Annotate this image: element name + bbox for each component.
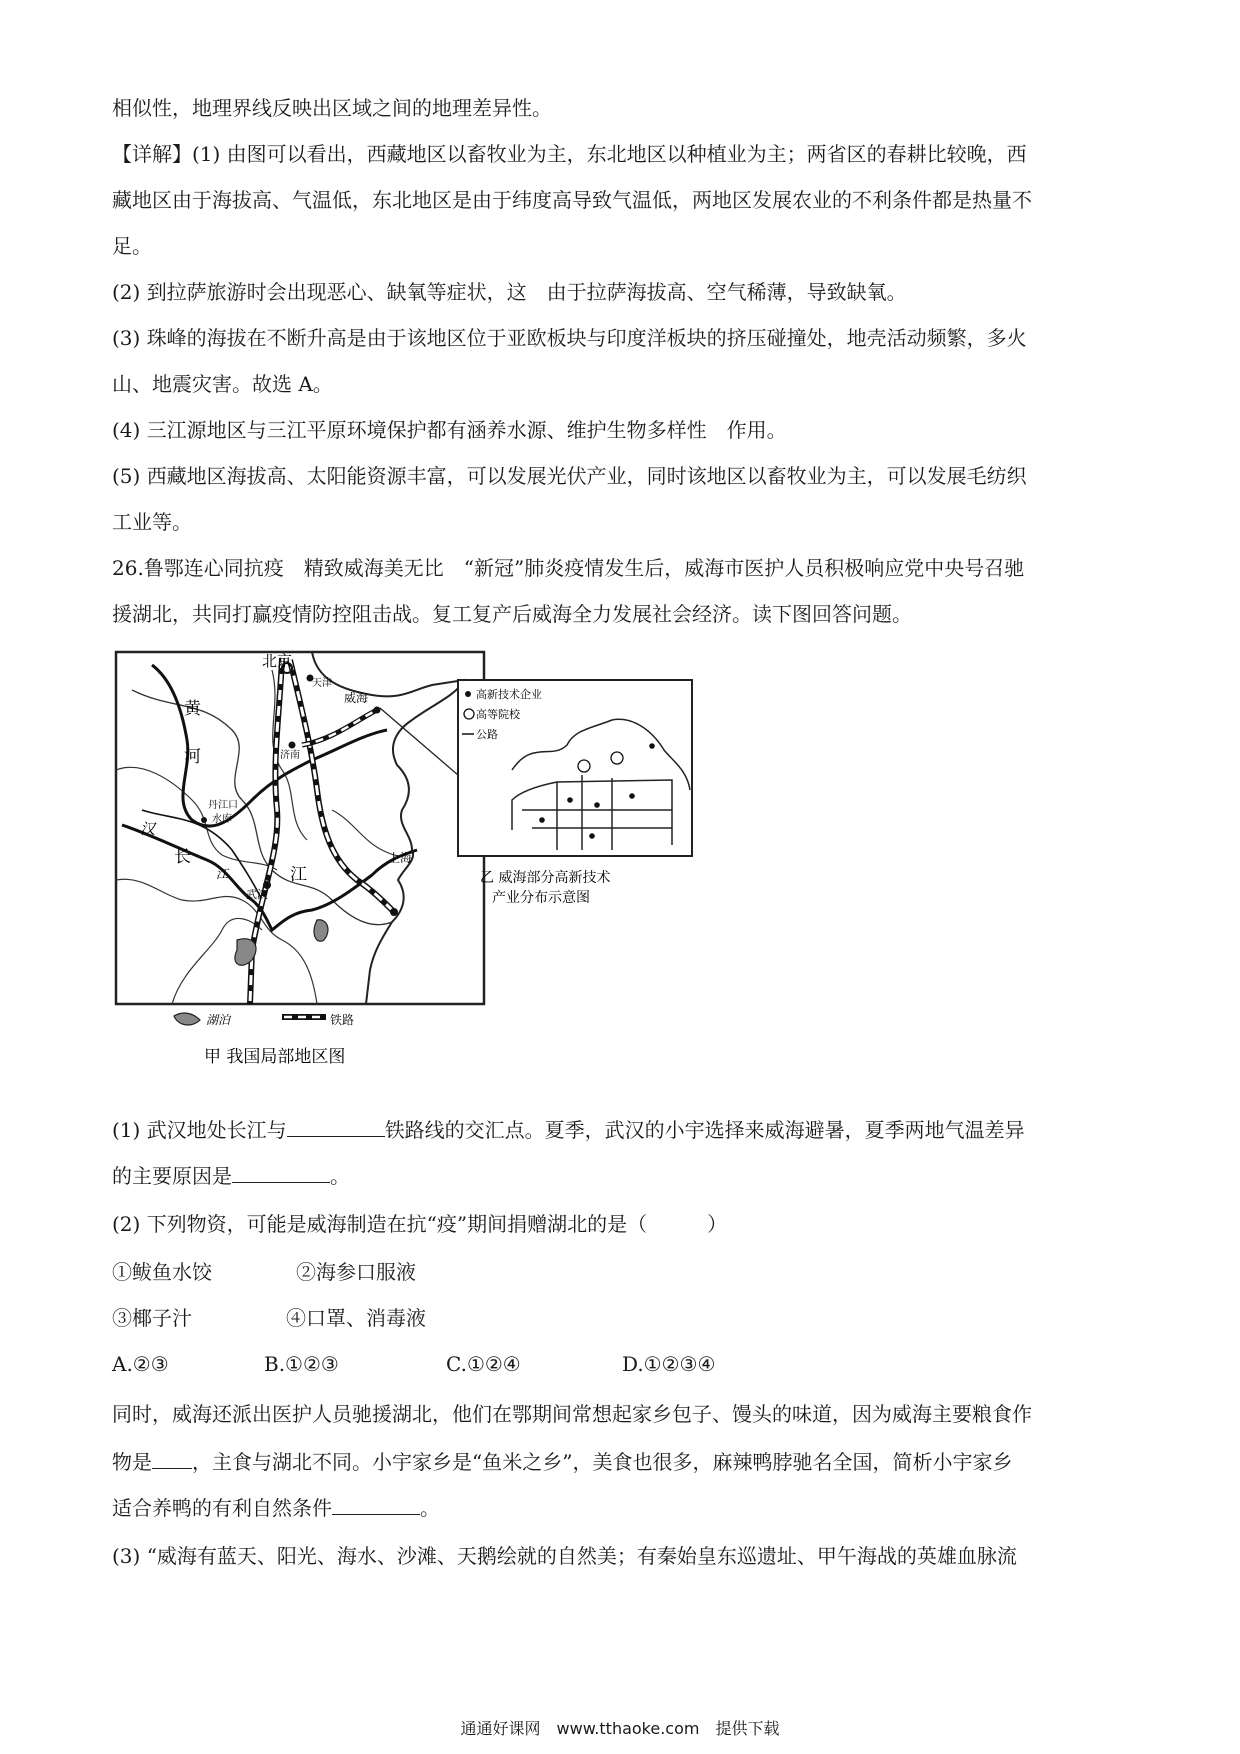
enterprise-marker	[629, 793, 635, 799]
connector-line	[380, 708, 458, 775]
q2-option-b[interactable]: B.①②③	[264, 1352, 339, 1376]
label-reservoir: 水库	[212, 814, 232, 825]
q2-items-row-2	[112, 1306, 426, 1330]
label-he: 河	[184, 747, 201, 767]
q2-item-1: ①鲅鱼水饺	[112, 1260, 212, 1284]
detail-line-2: 藏地区由于海拔高、气温低，东北地区是由于纬度高导致气温低，两地区发展农业的不利条件都是热量不	[112, 188, 1032, 212]
detail-line-3: 足。	[112, 234, 152, 258]
map-yi-caption-line1: 乙 威海部分高新技术	[480, 870, 611, 886]
q2-item-3: ③椰子汁	[112, 1306, 192, 1330]
legend-enterprise-label: 高新技术企业	[476, 688, 542, 701]
q3-line-1: (3) “威海有蓝天、阳光、海水、沙滩、天鹅绘就的自然美；有秦始皇东巡遗址、甲午海战的英雄血脉流	[112, 1544, 1017, 1568]
question-26-line-2: 援湖北，共同打赢疫情防控阻击战。复工复产后威海全力发展社会经济。读下图回答问题。	[112, 602, 912, 626]
q1-blank-reason[interactable]	[232, 1164, 330, 1183]
label-huang: 黄	[184, 699, 201, 719]
label-weihai: 威海	[344, 691, 369, 705]
lake-poyang	[314, 920, 328, 942]
label-danjiangkou: 丹江口	[208, 800, 238, 811]
label-beijing: 北京	[262, 652, 293, 670]
legend-lake-symbol	[174, 1013, 200, 1025]
q2-item-2: ②海参口服液	[296, 1260, 416, 1284]
yellow-river	[152, 665, 387, 826]
legend-enterprise-symbol	[465, 691, 471, 697]
q2-follow-3a: 适合养鸭的有利自然条件	[112, 1496, 332, 1520]
q1-blank-railway[interactable]	[287, 1118, 385, 1137]
danjiangkou-marker	[201, 817, 207, 823]
enterprise-marker	[539, 817, 545, 823]
q2-stem-end: ）	[707, 1212, 728, 1236]
q2-item-4: ④口罩、消毒液	[286, 1306, 426, 1330]
q1-line-2	[112, 1164, 350, 1188]
q1-text-c: 的主要原因是	[112, 1164, 232, 1188]
q2-option-a[interactable]: A.②③	[112, 1352, 169, 1376]
label-jiang-small: 江	[216, 867, 229, 881]
enterprise-marker	[649, 743, 655, 749]
shanghai-marker	[390, 908, 398, 916]
detail-line-8: (5) 西藏地区海拔高、太阳能资源丰富，可以发展光伏产业，同时该地区以畜牧业为主，可以发展毛纺织	[112, 464, 1027, 488]
text-line-1: 相似性，地理界线反映出区域之间的地理差异性。	[112, 96, 552, 120]
boundary-line	[116, 879, 317, 1004]
map-jia-caption: 甲 我国局部地区图	[204, 1047, 346, 1067]
label-shanghai: 上海	[388, 851, 413, 865]
map-yi-caption-line2: 产业分布示意图	[492, 890, 590, 906]
map-yi-frame	[458, 680, 692, 856]
q2-option-d[interactable]: D.①②③④	[622, 1352, 716, 1376]
label-wuhan: 武汉	[246, 888, 268, 901]
label-han: 汉	[140, 820, 156, 838]
legend-lake-label: 湖泊	[206, 1013, 231, 1027]
enterprise-marker	[594, 802, 600, 808]
weihai-marker	[374, 707, 381, 714]
map-jia-figure	[112, 650, 712, 1099]
q2-blank-crop[interactable]	[152, 1450, 192, 1469]
q2-options-row	[112, 1352, 715, 1376]
label-jiang-big: 江	[290, 865, 307, 885]
page-footer: 通通好课网 www.tthaoke.com 提供下载	[460, 1719, 780, 1738]
coastline	[312, 652, 464, 1004]
enterprise-marker	[567, 797, 573, 803]
map-jia-svg	[112, 650, 712, 1095]
detail-line-9: 工业等。	[112, 510, 192, 534]
q2-follow-2a: 物是	[112, 1450, 152, 1474]
q2-items-row-1	[112, 1260, 416, 1284]
q2-stem-text: (2) 下列物资，可能是威海制造在抗“疫”期间捐赠湖北的是（	[112, 1212, 648, 1236]
q2-follow-3b: 。	[420, 1496, 440, 1520]
label-chang: 长	[174, 847, 191, 867]
q1-line-1	[112, 1118, 1025, 1142]
label-tianjin: 天津	[312, 678, 332, 689]
q1-text-d: 。	[330, 1164, 350, 1188]
label-jinan: 济南	[280, 750, 300, 761]
detail-line-6: 山、地震灾害。故选 A。	[112, 372, 333, 396]
q2-follow-line-3	[112, 1496, 440, 1520]
q1-text-a: (1) 武汉地处长江与	[112, 1118, 287, 1142]
q2-stem	[112, 1212, 727, 1236]
q2-option-c[interactable]: C.①②④	[446, 1352, 521, 1376]
q2-follow-2b: ，主食与湖北不同。小宇家乡是“鱼米之乡”，美食也很多，麻辣鸭脖驰名全国，简析小宇家乡	[192, 1450, 1013, 1474]
question-26-line-1: 26.鲁鄂连心同抗疫 精致威海美无比 “新冠”肺炎疫情发生后，威海市医护人员积极响应党中央号召驰	[112, 556, 1025, 580]
jinan-marker	[289, 742, 296, 749]
boundary-line	[332, 810, 412, 856]
q2-follow-line-1: 同时，威海还派出医护人员驰援湖北，他们在鄂期间常想起家乡包子、馒头的味道，因为威海主要粮食作	[112, 1402, 1032, 1426]
legend-college-label: 高等院校	[476, 708, 520, 721]
q2-blank-conditions[interactable]	[332, 1496, 420, 1515]
enterprise-marker	[589, 833, 595, 839]
legend-railway-label: 铁路	[330, 1013, 355, 1027]
legend-road-label: 公路	[476, 728, 498, 741]
detail-line-5: (3) 珠峰的海拔在不断升高是由于该地区位于亚欧板块与印度洋板块的挤压碰撞处，地壳活动频繁，多火	[112, 326, 1027, 350]
detail-line-4: (2) 到拉萨旅游时会出现恶心、缺氧等症状，这 由于拉萨海拔高、空气稀薄，导致缺氧。	[112, 280, 907, 304]
q1-text-b: 铁路线的交汇点。夏季，武汉的小宇选择来威海避暑，夏季两地气温差异	[384, 1118, 1025, 1142]
q2-follow-line-2	[112, 1450, 1012, 1474]
detail-line-7: (4) 三江源地区与三江平原环境保护都有涵养水源、维护生物多样性 作用。	[112, 418, 787, 442]
han-river	[142, 810, 262, 900]
detail-line-1: 【详解】(1) 由图可以看出，西藏地区以畜牧业为主，东北地区以种植业为主；两省区的春耕比较晚，西	[112, 142, 1027, 166]
